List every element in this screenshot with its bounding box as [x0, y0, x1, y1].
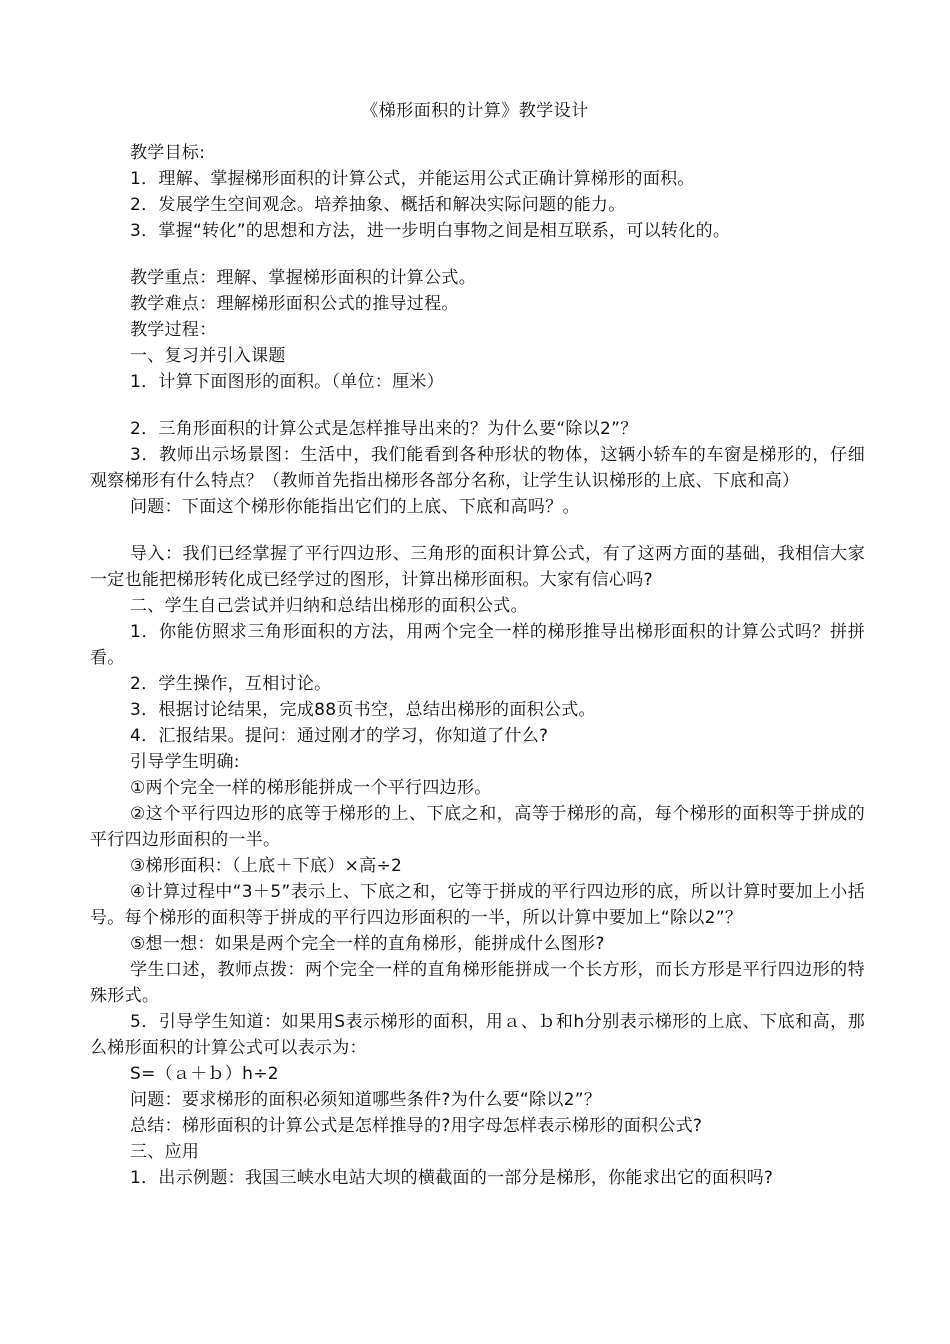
- paragraph: 1．理解、掌握梯形面积的计算公式，并能运用公式正确计算梯形的面积。: [130, 169, 695, 189]
- paragraph: 问题：下面这个梯形你能指出它们的上底、下底和高吗？。: [130, 497, 580, 517]
- paragraph: S=（ａ＋ｂ）h÷2: [130, 1064, 279, 1084]
- paragraph: ①两个完全一样的梯形能拼成一个平行四边形。: [130, 778, 492, 798]
- paragraph: 教学过程：: [130, 320, 217, 340]
- paragraph: 学生口述，教师点拨：两个完全一样的直角梯形能拼成一个长方形，而长方形是平行四边形的特殊形式。: [90, 960, 865, 1006]
- paragraph: 总结：梯形面积的计算公式是怎样推导的?用字母怎样表示梯形的面积公式?: [130, 1116, 703, 1136]
- paragraph-spacer: [90, 395, 865, 416]
- paragraph: 一、复习并引入课题: [130, 346, 286, 366]
- document-title: 《梯形面积的计算》教学设计: [361, 101, 589, 121]
- paragraph: 3．教师出示场景图：生活中，我们能看到各种形状的物体，这辆小轿车的车窗是梯形的，仔细观察梯形有什么特点？（教师首先指出梯形各部分名称，让学生认识梯形的上底、下底和高）: [90, 445, 865, 491]
- paragraph: 教学目标:: [130, 143, 206, 163]
- paragraph-spacer: [90, 244, 865, 265]
- paragraph: 1．出示例题：我国三峡水电站大坝的横截面的一部分是梯形，你能求出它的面积吗?: [130, 1168, 774, 1188]
- paragraph: 教学重点：理解、掌握梯形面积的计算公式。: [130, 268, 476, 288]
- paragraph: 引导学生明确:: [130, 752, 240, 772]
- paragraph: ②这个平行四边形的底等于梯形的上、下底之和，高等于梯形的高，每个梯形的面积等于拼成的平行四边形面积的一半。: [90, 804, 865, 850]
- paragraph: 4．汇报结果。提问：通过刚才的学习，你知道了什么?: [130, 726, 549, 746]
- paragraph: ③梯形面积：（上底＋下底）×高÷2: [130, 856, 403, 876]
- paragraph: 二、学生自己尝试并归纳和总结出梯形的面积公式。: [130, 596, 528, 616]
- paragraph: 2．学生操作，互相讨论。: [130, 674, 332, 694]
- paragraph: 导入：我们已经掌握了平行四边形、三角形的面积计算公式，有了这两方面的基础，我相信大家一定也能把梯形转化成已经学过的图形，计算出梯形面积。大家有信心吗?: [90, 544, 865, 590]
- paragraph: 1．你能仿照求三角形面积的方法，用两个完全一样的梯形推导出梯形面积的计算公式吗？拼拼看。: [90, 622, 865, 668]
- paragraph: 三、应用: [130, 1142, 200, 1162]
- paragraph: 2．发展学生空间观念。培养抽象、概括和解决实际问题的能力。: [130, 195, 626, 215]
- paragraph: 5．引导学生知道：如果用S表示梯形的面积，用ａ、ｂ和h分别表示梯形的上底、下底和高，那么梯形面积的计算公式可以表示为：: [90, 1012, 865, 1058]
- document-body: [90, 140, 865, 1191]
- paragraph: 2．三角形面积的计算公式是怎样推导出来的？为什么要“除以2”？: [130, 419, 638, 439]
- paragraph-spacer: [90, 520, 865, 541]
- paragraph: 问题：要求梯形的面积必须知道哪些条件?为什么要“除以2”？: [130, 1090, 602, 1110]
- paragraph: 3．根据讨论结果，完成88页书空，总结出梯形的面积公式。: [130, 700, 596, 720]
- paragraph: 教学难点：理解梯形面积公式的推导过程。: [130, 294, 459, 314]
- paragraph: 1．计算下面图形的面积。（单位：厘米）: [130, 372, 445, 392]
- paragraph: 3．掌握“转化”的思想和方法，进一步明白事物之间是相互联系，可以转化的。: [130, 221, 731, 241]
- paragraph: ④计算过程中“3＋5”表示上、下底之和，它等于拼成的平行四边形的底，所以计算时要加上小括号。每个梯形的面积等于拼成的平行四边形面积的一半，所以计算中要加上“除以2”？: [90, 882, 865, 928]
- paragraph: ⑤想一想：如果是两个完全一样的直角梯形，能拼成什么图形?: [130, 934, 605, 954]
